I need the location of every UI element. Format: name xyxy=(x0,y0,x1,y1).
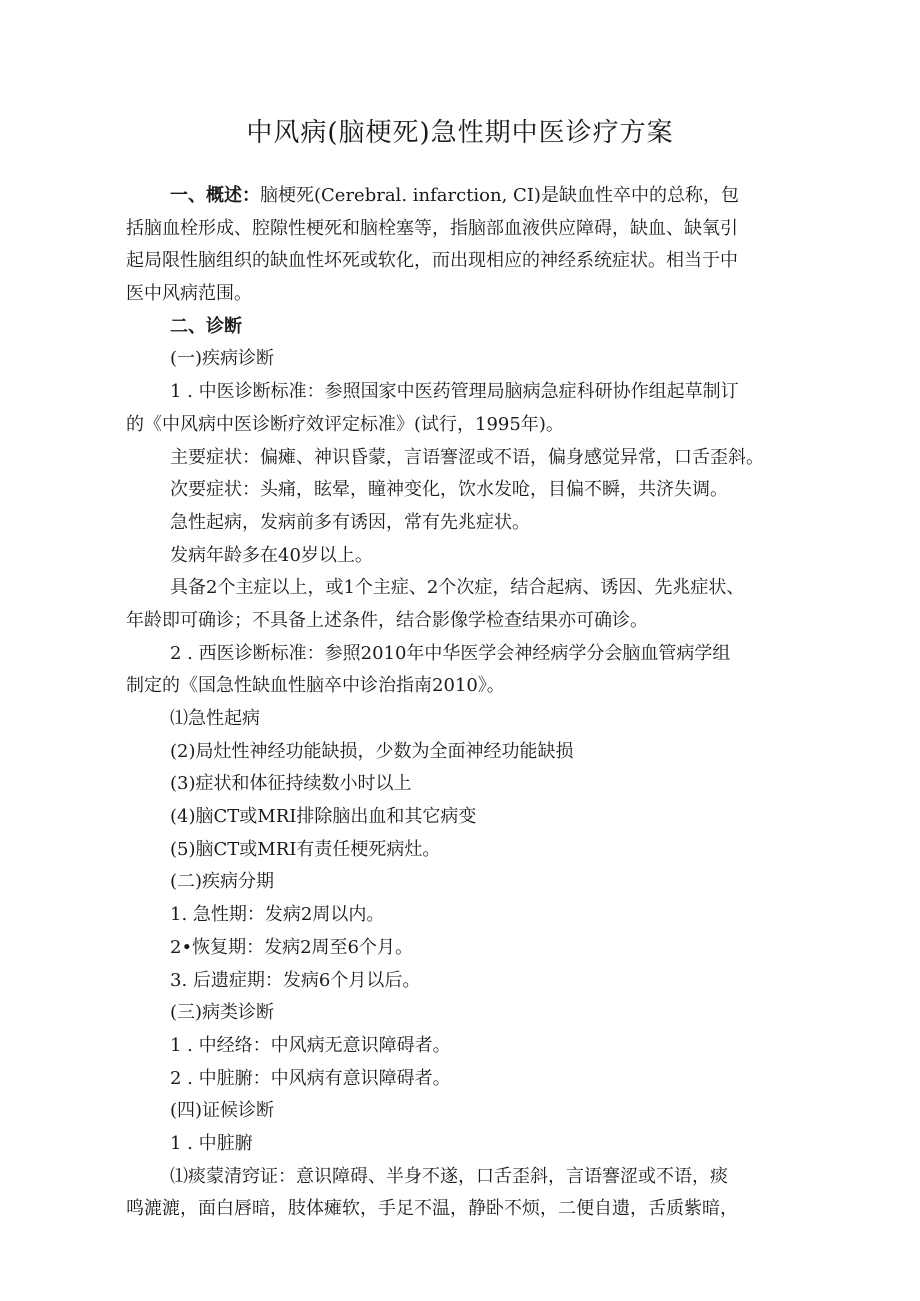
phlegm-syndrome-line: 鸣漉漉，面白唇暗，肢体瘫软，手足不温，静卧不烦，二便自遗，舌质紫暗， xyxy=(126,1198,738,1220)
subsection-staging: (二)疾病分期 xyxy=(170,871,275,893)
type-item: 1 . 中经络：中风病无意识障碍者。 xyxy=(170,1034,451,1056)
phlegm-syndrome-line: ⑴痰蒙清窍证：意识障碍、半身不遂，口舌歪斜，言语謇涩或不语，痰 xyxy=(170,1165,728,1187)
overview-heading: 一、概述： xyxy=(170,185,260,206)
main-symptoms: 主要症状：偏瘫、神识昏蒙，言语謇涩或不语，偏身感觉异常，口舌歪斜。 xyxy=(170,446,764,468)
subsection-type-diagnosis: (三)病类诊断 xyxy=(170,1002,275,1024)
overview-line: 括脑血栓形成、腔隙性梗死和脑栓塞等，指脑部血液供应障碍，缺血、缺氧引 xyxy=(126,217,738,239)
overview-paragraph-line xyxy=(126,180,812,213)
criteria-line: 具备2个主症以上，或1个主症、2个次症，结合起病、诱因、先兆症状、 xyxy=(170,577,745,599)
subsection-disease-diagnosis: (一)疾病诊断 xyxy=(170,348,275,370)
criteria-line: 年龄即可确诊；不具备上述条件，结合影像学检查结果亦可确诊。 xyxy=(126,609,648,631)
wm-criteria-item: (4)脑CT或MRI排除脑出血和其它病变 xyxy=(170,806,477,828)
secondary-symptoms: 次要症状：头痛，眩晕，瞳神变化，饮水发呛，目偏不瞬，共济失调。 xyxy=(170,479,728,501)
stage-item: 3. 后遗症期：发病6个月以后。 xyxy=(170,969,421,991)
wm-criteria-item: ⑴急性起病 xyxy=(170,708,260,729)
document-body xyxy=(126,180,812,1226)
document-title: 中风病(脑梗死)急性期中医诊疗方案 xyxy=(246,118,674,148)
stage-item: 2•恢复期：发病2周至6个月。 xyxy=(170,936,413,958)
tcm-standard-line: 的《中风病中医诊断疗效评定标准》(试行，1995年)。 xyxy=(126,413,564,435)
overview-text: 脑梗死(Cerebral. infarction, CI)是缺血性卒中的总称，包 xyxy=(260,185,739,206)
overview-line: 医中风病范围。 xyxy=(126,283,252,305)
age-text: 发病年龄多在40岁以上。 xyxy=(170,544,373,566)
onset-text: 急性起病，发病前多有诱因，常有先兆症状。 xyxy=(170,511,530,533)
section-heading-diagnosis: 二、诊断 xyxy=(170,315,242,337)
wm-standard-line: 2 . 西医诊断标准：参照2010年中华医学会神经病学分会脑血管病学组 xyxy=(170,642,731,664)
wm-criteria-item: (2)局灶性神经功能缺损，少数为全面神经功能缺损 xyxy=(170,740,574,762)
subsection-syndrome-diagnosis: (四)证候诊断 xyxy=(170,1100,275,1122)
overview-line: 起局限性脑组织的缺血性坏死或软化，而出现相应的神经系统症状。相当于中 xyxy=(126,250,738,272)
wm-standard-line: 制定的《国急性缺血性脑卒中诊治指南2010》。 xyxy=(126,675,505,697)
wm-criteria-item: (5)脑CT或MRI有责任梗死病灶。 xyxy=(170,838,441,860)
wm-criteria-item: (3)症状和体征持续数小时以上 xyxy=(170,773,412,795)
type-item: 2 . 中脏腑：中风病有意识障碍者。 xyxy=(170,1067,451,1089)
tcm-standard-line: 1 . 中医诊断标准：参照国家中医药管理局脑病急症科研协作组起草制订 xyxy=(170,381,739,403)
stage-item: 1. 急性期：发病2周以内。 xyxy=(170,904,385,926)
zangfu-heading: 1 . 中脏腑 xyxy=(170,1132,253,1154)
